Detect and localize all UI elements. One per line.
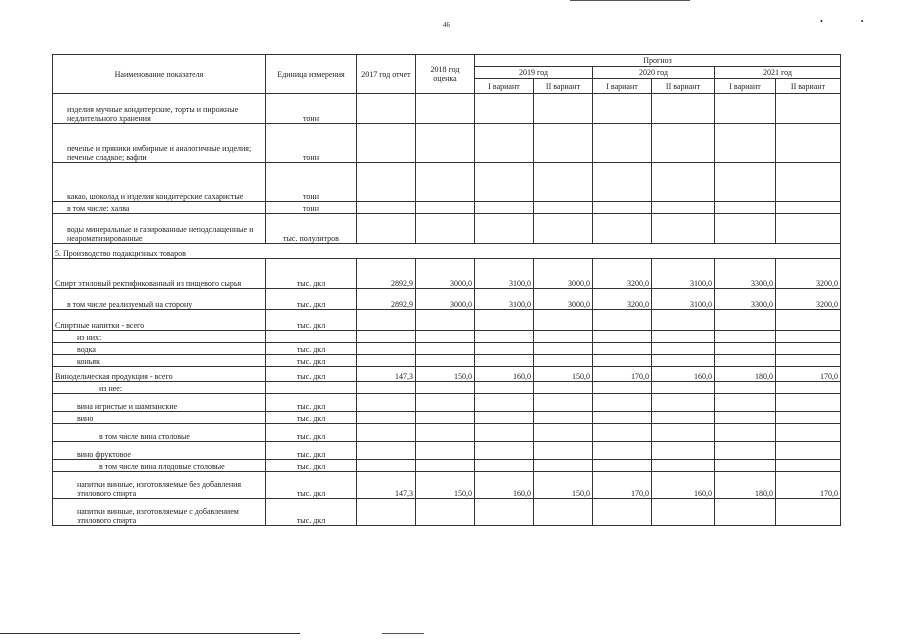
unit-cell: тыс. дкл — [266, 343, 357, 355]
unit-cell: тыс. дкл — [266, 367, 357, 382]
value-cell — [593, 424, 652, 442]
unit-cell: тонн — [266, 94, 357, 124]
value-cell — [534, 343, 593, 355]
value-cell — [776, 394, 841, 412]
value-cell — [652, 394, 715, 412]
footer-mark — [382, 633, 424, 634]
value-cell: 3200,0 — [776, 259, 841, 289]
value-cell — [652, 202, 715, 214]
value-cell — [416, 460, 475, 472]
indicator-name: в том числе реализуемый на сторону — [53, 289, 266, 310]
value-cell — [416, 214, 475, 244]
indicator-name: Спирт этиловый ректификованный из пищевого сырья — [53, 259, 266, 289]
indicator-name: в том числе: халва — [53, 202, 266, 214]
value-cell — [357, 460, 416, 472]
value-cell: 3100,0 — [475, 289, 534, 310]
table-row — [53, 202, 841, 214]
value-cell — [357, 94, 416, 124]
value-cell — [593, 310, 652, 331]
value-cell — [534, 214, 593, 244]
unit-cell: тыс. полулитров — [266, 214, 357, 244]
value-cell — [475, 343, 534, 355]
unit-cell: тонн — [266, 124, 357, 163]
table-row — [53, 289, 841, 310]
value-cell — [416, 124, 475, 163]
header-2017: 2017 год отчет — [357, 55, 416, 94]
value-cell — [593, 331, 652, 343]
value-cell — [416, 412, 475, 424]
value-cell — [357, 124, 416, 163]
header-variant-1: I вариант — [593, 79, 652, 94]
value-cell — [715, 355, 776, 367]
indicator-name: изделия мучные кондитерские, торты и пирожные недлительного хранения — [53, 94, 266, 124]
indicator-name: напитки винные, изготовляемые без добавления этилового спирта — [53, 472, 266, 499]
value-cell — [475, 442, 534, 460]
value-cell — [593, 202, 652, 214]
value-cell: 170,0 — [776, 472, 841, 499]
table-row — [53, 214, 841, 244]
unit-cell: тыс. дкл — [266, 259, 357, 289]
value-cell — [715, 124, 776, 163]
value-cell — [416, 331, 475, 343]
value-cell — [652, 499, 715, 526]
value-cell — [593, 442, 652, 460]
section-title: 5. Производство подакцизных товаров — [53, 244, 841, 259]
unit-cell: тыс. дкл — [266, 310, 357, 331]
value-cell: 3000,0 — [416, 289, 475, 310]
value-cell — [715, 499, 776, 526]
value-cell — [652, 331, 715, 343]
unit-cell: тыс. дкл — [266, 460, 357, 472]
value-cell — [357, 424, 416, 442]
unit-cell: тонн — [266, 163, 357, 202]
indicator-name: водка — [53, 343, 266, 355]
value-cell: 170,0 — [593, 472, 652, 499]
table-row — [53, 244, 841, 259]
value-cell: 3100,0 — [652, 289, 715, 310]
value-cell — [416, 442, 475, 460]
header-year-2020: 2020 год — [593, 67, 715, 79]
value-cell: 147,3 — [357, 367, 416, 382]
footnote-line — [0, 633, 300, 634]
value-cell — [715, 424, 776, 442]
value-cell — [652, 163, 715, 202]
value-cell — [715, 460, 776, 472]
value-cell — [534, 124, 593, 163]
table-row — [53, 499, 841, 526]
value-cell — [475, 310, 534, 331]
value-cell — [534, 163, 593, 202]
value-cell — [475, 124, 534, 163]
value-cell — [715, 202, 776, 214]
value-cell: 150,0 — [416, 367, 475, 382]
value-cell: 160,0 — [652, 367, 715, 382]
value-cell — [475, 355, 534, 367]
value-cell: 180,0 — [715, 472, 776, 499]
value-cell — [776, 202, 841, 214]
unit-cell: тыс. дкл — [266, 499, 357, 526]
value-cell — [715, 214, 776, 244]
value-cell — [715, 310, 776, 331]
value-cell — [652, 124, 715, 163]
unit-cell: тыс. дкл — [266, 442, 357, 460]
table-row — [53, 412, 841, 424]
unit-cell: тыс. дкл — [266, 289, 357, 310]
value-cell — [652, 424, 715, 442]
indicator-name: в том числе вина столовые — [53, 424, 266, 442]
table-row — [53, 472, 841, 499]
value-cell: 160,0 — [652, 472, 715, 499]
forecast-table — [52, 54, 841, 526]
header-variant-2: II вариант — [776, 79, 841, 94]
header-variant-2: II вариант — [652, 79, 715, 94]
page-number: 46 — [443, 21, 450, 29]
value-cell — [357, 310, 416, 331]
value-cell — [593, 94, 652, 124]
value-cell — [534, 310, 593, 331]
table-row — [53, 355, 841, 367]
header-forecast: Прогноз — [475, 55, 841, 67]
table-row — [53, 259, 841, 289]
value-cell — [534, 394, 593, 412]
value-cell — [776, 460, 841, 472]
value-cell — [715, 163, 776, 202]
value-cell: 180,0 — [715, 367, 776, 382]
value-cell — [593, 412, 652, 424]
value-cell — [593, 382, 652, 394]
header-year-2021: 2021 год — [715, 67, 841, 79]
value-cell — [534, 202, 593, 214]
value-cell — [652, 460, 715, 472]
value-cell — [593, 124, 652, 163]
value-cell — [776, 94, 841, 124]
value-cell — [652, 382, 715, 394]
value-cell — [534, 331, 593, 343]
value-cell — [776, 499, 841, 526]
value-cell — [416, 94, 475, 124]
value-cell — [357, 343, 416, 355]
value-cell — [357, 412, 416, 424]
table-body — [53, 94, 841, 526]
table-row — [53, 424, 841, 442]
table-row — [53, 331, 841, 343]
value-cell: 2892,9 — [357, 259, 416, 289]
value-cell — [593, 499, 652, 526]
unit-cell: тыс. дкл — [266, 424, 357, 442]
value-cell — [416, 355, 475, 367]
table-row — [53, 367, 841, 382]
value-cell — [416, 163, 475, 202]
value-cell: 150,0 — [416, 472, 475, 499]
corner-marks: • • — [820, 17, 882, 26]
value-cell — [357, 382, 416, 394]
indicator-name: коньяк — [53, 355, 266, 367]
indicator-name: вино — [53, 412, 266, 424]
indicator-name: напитки винные, изготовляемые с добавлением этилового спирта — [53, 499, 266, 526]
value-cell — [652, 214, 715, 244]
value-cell — [776, 412, 841, 424]
table-row — [53, 382, 841, 394]
value-cell — [534, 424, 593, 442]
value-cell: 160,0 — [475, 472, 534, 499]
value-cell — [715, 412, 776, 424]
header-variant-2: II вариант — [534, 79, 593, 94]
value-cell: 3100,0 — [652, 259, 715, 289]
value-cell — [652, 442, 715, 460]
value-cell: 3000,0 — [534, 259, 593, 289]
value-cell — [475, 202, 534, 214]
value-cell — [593, 394, 652, 412]
value-cell — [357, 442, 416, 460]
indicator-name: вино фруктовое — [53, 442, 266, 460]
table-row — [53, 310, 841, 331]
table-row — [53, 94, 841, 124]
value-cell — [475, 394, 534, 412]
header-unit: Единица измерения — [266, 55, 357, 94]
value-cell — [357, 394, 416, 412]
value-cell — [534, 460, 593, 472]
value-cell: 147,3 — [357, 472, 416, 499]
table-row — [53, 394, 841, 412]
value-cell: 3300,0 — [715, 259, 776, 289]
value-cell — [776, 163, 841, 202]
value-cell — [776, 355, 841, 367]
header-variant-1: I вариант — [715, 79, 776, 94]
table-row — [53, 124, 841, 163]
table-row — [53, 460, 841, 472]
value-cell: 170,0 — [776, 367, 841, 382]
value-cell — [357, 202, 416, 214]
value-cell: 3100,0 — [475, 259, 534, 289]
value-cell — [652, 94, 715, 124]
header-2018: 2018 год оценка — [416, 55, 475, 94]
unit-cell: тыс. дкл — [266, 394, 357, 412]
value-cell — [475, 94, 534, 124]
value-cell — [475, 382, 534, 394]
value-cell — [776, 310, 841, 331]
table-row — [53, 442, 841, 460]
value-cell — [475, 331, 534, 343]
value-cell — [715, 442, 776, 460]
value-cell — [357, 355, 416, 367]
value-cell — [776, 442, 841, 460]
indicator-name: Спиртные напитки - всего — [53, 310, 266, 331]
value-cell: 3300,0 — [715, 289, 776, 310]
value-cell — [534, 94, 593, 124]
value-cell — [534, 499, 593, 526]
value-cell — [357, 214, 416, 244]
value-cell: 3200,0 — [776, 289, 841, 310]
value-cell — [416, 499, 475, 526]
value-cell — [416, 424, 475, 442]
value-cell — [475, 163, 534, 202]
value-cell — [652, 343, 715, 355]
value-cell — [475, 412, 534, 424]
value-cell — [776, 382, 841, 394]
value-cell — [715, 94, 776, 124]
table-row — [53, 343, 841, 355]
value-cell — [715, 343, 776, 355]
indicator-name: какао, шоколад и изделия кондитерские сахаристые — [53, 163, 266, 202]
value-cell — [416, 310, 475, 331]
indicator-name: печенье и пряники имбирные и аналогичные изделия; печенье сладкое; вафли — [53, 124, 266, 163]
unit-cell: тыс. дкл — [266, 355, 357, 367]
value-cell — [534, 382, 593, 394]
value-cell — [776, 331, 841, 343]
unit-cell — [266, 382, 357, 394]
value-cell: 150,0 — [534, 367, 593, 382]
value-cell: 3200,0 — [593, 289, 652, 310]
value-cell — [534, 355, 593, 367]
indicator-name: из них: — [53, 331, 266, 343]
value-cell — [416, 394, 475, 412]
value-cell — [715, 394, 776, 412]
value-cell — [593, 343, 652, 355]
value-cell — [776, 214, 841, 244]
header-name: Наименование показателя — [53, 55, 266, 94]
unit-cell: тонн — [266, 202, 357, 214]
value-cell: 170,0 — [593, 367, 652, 382]
value-cell: 2892,9 — [357, 289, 416, 310]
value-cell — [416, 202, 475, 214]
value-cell — [776, 424, 841, 442]
value-cell — [593, 163, 652, 202]
value-cell — [475, 424, 534, 442]
value-cell — [593, 355, 652, 367]
value-cell — [593, 460, 652, 472]
value-cell — [715, 331, 776, 343]
value-cell — [534, 442, 593, 460]
header-variant-1: I вариант — [475, 79, 534, 94]
value-cell: 150,0 — [534, 472, 593, 499]
value-cell — [534, 412, 593, 424]
indicator-name: из нее: — [53, 382, 266, 394]
value-cell — [475, 499, 534, 526]
value-cell: 3000,0 — [534, 289, 593, 310]
indicator-name: Винодельческая продукция - всего — [53, 367, 266, 382]
unit-cell — [266, 331, 357, 343]
value-cell: 3000,0 — [416, 259, 475, 289]
top-edge-line — [570, 0, 690, 1]
indicator-name: вина игристые и шампанские — [53, 394, 266, 412]
value-cell — [416, 343, 475, 355]
value-cell — [652, 310, 715, 331]
value-cell — [776, 124, 841, 163]
value-cell — [652, 355, 715, 367]
value-cell: 3200,0 — [593, 259, 652, 289]
value-cell — [357, 331, 416, 343]
value-cell — [357, 499, 416, 526]
value-cell — [475, 214, 534, 244]
value-cell — [776, 343, 841, 355]
header-year-2019: 2019 год — [475, 67, 593, 79]
value-cell — [357, 163, 416, 202]
value-cell — [416, 382, 475, 394]
value-cell — [475, 460, 534, 472]
value-cell — [593, 214, 652, 244]
unit-cell: тыс. дкл — [266, 472, 357, 499]
indicator-name: в том числе вина плодовые столовые — [53, 460, 266, 472]
unit-cell: тыс. дкл — [266, 412, 357, 424]
value-cell — [715, 382, 776, 394]
value-cell — [652, 412, 715, 424]
value-cell: 160,0 — [475, 367, 534, 382]
table-row — [53, 163, 841, 202]
indicator-name: воды минеральные и газированные неподслащенные и неароматизированные — [53, 214, 266, 244]
